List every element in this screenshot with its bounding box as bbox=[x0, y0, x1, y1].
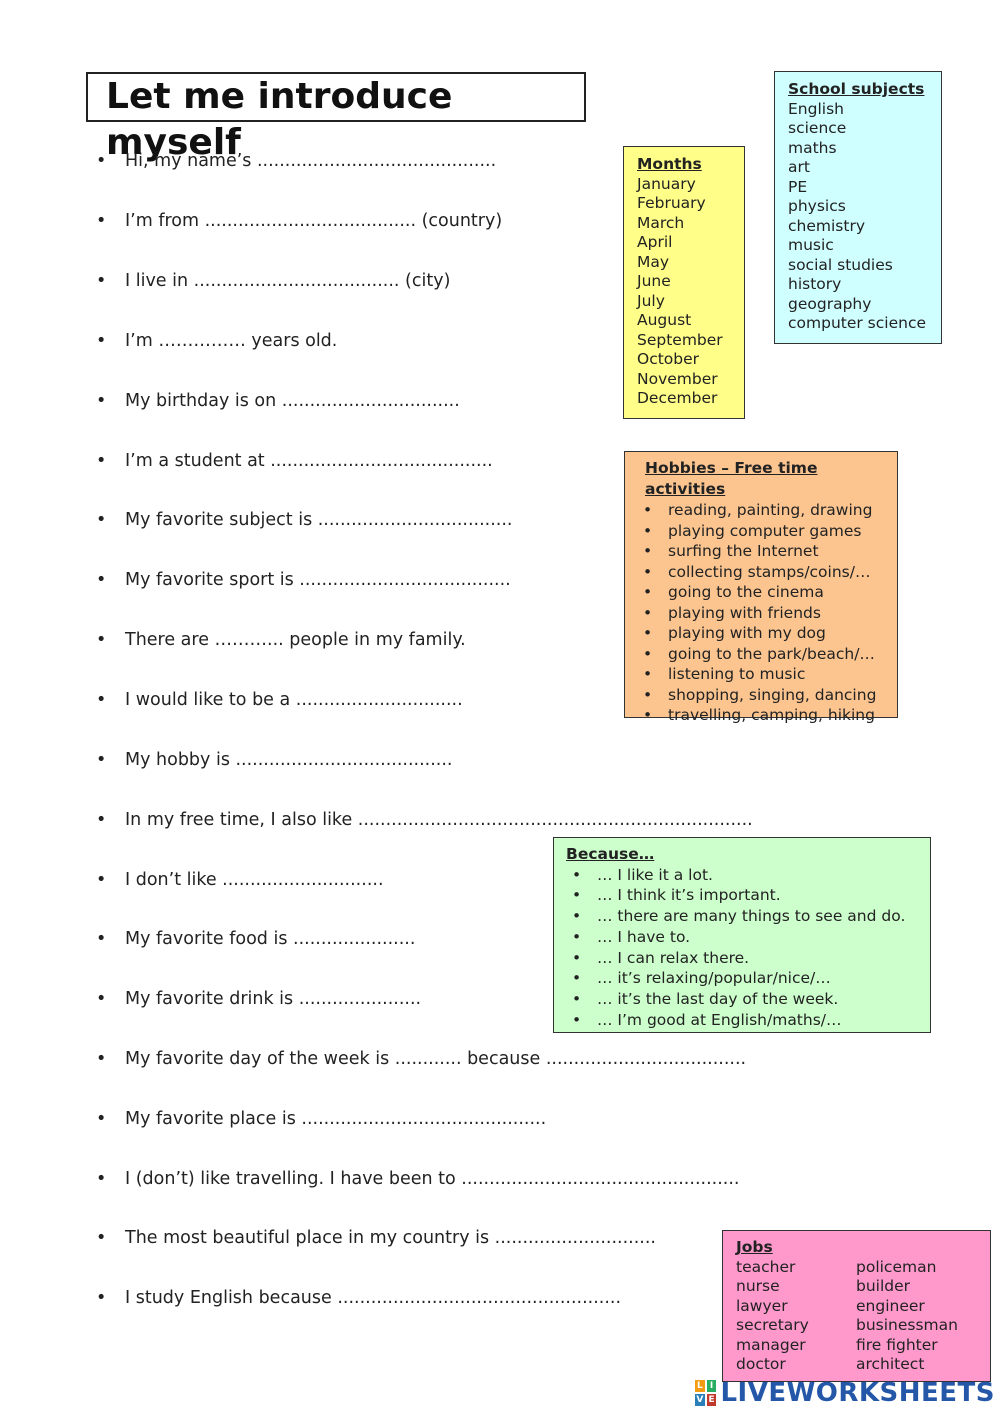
logo-letter: E bbox=[708, 1395, 715, 1405]
hobby-item: • shopping, singing, dancing bbox=[637, 685, 897, 706]
month-item: April bbox=[637, 233, 673, 251]
prompt-text: My hobby is ....................................... bbox=[125, 750, 453, 770]
prompt-text: My favorite day of the week is ............ because .................................... bbox=[125, 1049, 747, 1069]
because-item: • … it’s relaxing/popular/nice/… bbox=[566, 968, 930, 989]
subject-item: history bbox=[788, 275, 842, 293]
month-item: October bbox=[637, 350, 700, 368]
prompt-text: I (don’t) like travelling. I have been to .................................................. bbox=[125, 1169, 740, 1189]
prompt-text: The most beautiful place in my country is ............................. bbox=[125, 1228, 656, 1248]
prompt-text: I’m from ...................................... (country) bbox=[125, 211, 503, 231]
because-item: • … it’s the last day of the week. bbox=[566, 989, 930, 1010]
prompt-item: • I don’t like ............................. bbox=[96, 870, 384, 890]
months-box bbox=[623, 146, 745, 419]
logo-letter: L bbox=[696, 1381, 703, 1391]
prompt-text: My favorite drink is ...................... bbox=[125, 989, 422, 1009]
page-title: Let me introduce myself bbox=[86, 72, 586, 122]
logo-letter: I bbox=[707, 1380, 717, 1392]
prompt-item: • My favorite place is ............................................ bbox=[96, 1109, 547, 1129]
prompt-text: I’m …………… years old. bbox=[125, 331, 338, 351]
month-item: December bbox=[637, 389, 718, 407]
logo-text: LIVEWORKSHEETS bbox=[720, 1378, 995, 1408]
job-item: lawyer bbox=[736, 1296, 788, 1315]
subject-item: music bbox=[788, 236, 834, 254]
hobby-item: • surfing the Internet bbox=[637, 541, 897, 562]
because-item: • … there are many things to see and do. bbox=[566, 906, 930, 927]
prompt-item: • My favorite sport is ...................................... bbox=[96, 570, 511, 590]
subject-item: English bbox=[788, 99, 844, 118]
prompt-item: • I study English because ................................................... bbox=[96, 1288, 622, 1308]
hobby-item: • travelling, camping, hiking bbox=[637, 705, 897, 726]
prompt-item: • My favorite drink is ...................... bbox=[96, 989, 422, 1009]
job-item: fire fighter bbox=[856, 1335, 938, 1354]
prompt-item: • In my free time, I also like ....................................................................... bbox=[96, 810, 753, 830]
subjects-heading: School subjects bbox=[788, 80, 925, 98]
prompt-item: • My favorite subject is ................................... bbox=[96, 510, 513, 530]
job-item: teacher bbox=[736, 1257, 796, 1276]
hobby-item: • going to the cinema bbox=[637, 582, 897, 603]
subject-item: social studies bbox=[788, 255, 893, 274]
hobby-item: • going to the park/beach/… bbox=[637, 644, 897, 665]
hobby-item: • listening to music bbox=[637, 664, 897, 685]
month-item: November bbox=[637, 369, 718, 388]
hobby-item: • collecting stamps/coins/… bbox=[637, 562, 897, 583]
subject-item: art bbox=[788, 158, 810, 176]
subject-item: computer science bbox=[788, 314, 927, 332]
prompt-text: My favorite sport is ...................................... bbox=[125, 570, 511, 590]
prompt-item: • My favorite food is ...................... bbox=[96, 929, 416, 949]
job-item: nurse bbox=[736, 1277, 780, 1295]
hobbies-heading: Hobbies – Free time activities bbox=[645, 459, 818, 498]
logo-icon bbox=[695, 1380, 716, 1406]
subject-item: science bbox=[788, 119, 847, 137]
prompt-text: My favorite food is ...................... bbox=[125, 929, 416, 949]
prompt-item: • My favorite day of the week is ............ because .................................... bbox=[96, 1049, 747, 1069]
job-item: policeman bbox=[856, 1257, 937, 1276]
prompt-text: My favorite place is ............................................ bbox=[125, 1109, 547, 1129]
prompt-item: • I live in ..................................... (city) bbox=[96, 271, 451, 291]
month-item: February bbox=[637, 194, 706, 212]
job-item: secretary bbox=[736, 1316, 809, 1334]
jobs-column-2 bbox=[856, 1258, 958, 1375]
month-item: January bbox=[637, 174, 696, 193]
prompt-text: In my free time, I also like ....................................................................... bbox=[125, 810, 753, 830]
prompt-text: I live in ..................................... (city) bbox=[125, 271, 451, 291]
hobby-item: • playing with friends bbox=[637, 603, 897, 624]
job-item: builder bbox=[856, 1277, 911, 1295]
job-item: doctor bbox=[736, 1355, 786, 1373]
subject-item: maths bbox=[788, 138, 837, 157]
prompt-item: • The most beautiful place in my country is ............................. bbox=[96, 1228, 656, 1248]
prompt-item: • I’m …………… years old. bbox=[96, 331, 338, 351]
month-item: September bbox=[637, 330, 723, 349]
job-item: engineer bbox=[856, 1296, 925, 1315]
subject-item: geography bbox=[788, 294, 872, 313]
prompt-item: • I’m from ...................................... (country) bbox=[96, 211, 503, 231]
prompt-text: My favorite subject is ................................... bbox=[125, 510, 513, 530]
because-item: • … I like it a lot. bbox=[566, 865, 930, 886]
because-box bbox=[553, 837, 931, 1033]
hobby-item: • reading, painting, drawing bbox=[637, 500, 897, 521]
because-heading: Because… bbox=[566, 845, 655, 863]
prompt-text: There are ………... people in my family. bbox=[125, 630, 466, 650]
subject-item: PE bbox=[788, 177, 808, 196]
jobs-column-1 bbox=[736, 1258, 856, 1375]
school-subjects-box bbox=[774, 71, 942, 344]
months-heading: Months bbox=[637, 155, 702, 173]
because-item: • … I’m good at English/maths/… bbox=[566, 1010, 930, 1031]
month-item: June bbox=[637, 272, 671, 290]
jobs-heading: Jobs bbox=[736, 1238, 773, 1256]
because-item: • … I think it’s important. bbox=[566, 885, 930, 906]
logo-letter: V bbox=[696, 1395, 704, 1405]
prompt-text: I don’t like ............................. bbox=[125, 870, 384, 890]
prompt-item: • My hobby is ....................................... bbox=[96, 750, 453, 770]
hobby-item: • playing computer games bbox=[637, 521, 897, 542]
job-item: businessman bbox=[856, 1316, 958, 1334]
hobbies-box bbox=[624, 451, 898, 724]
prompt-text: I would like to be a .............................. bbox=[125, 690, 463, 710]
job-item: architect bbox=[856, 1355, 925, 1373]
jobs-box bbox=[722, 1230, 991, 1382]
prompt-item: • I would like to be a .............................. bbox=[96, 690, 463, 710]
job-item: manager bbox=[736, 1335, 806, 1354]
prompt-item: • My birthday is on ................................ bbox=[96, 391, 460, 411]
month-item: August bbox=[637, 311, 692, 329]
because-item: • … I have to. bbox=[566, 927, 930, 948]
liveworksheets-logo[interactable] bbox=[695, 1376, 995, 1410]
prompt-text: I’m a student at ........................................ bbox=[125, 451, 493, 471]
month-item: March bbox=[637, 213, 685, 232]
prompt-item: • I’m a student at ........................................ bbox=[96, 451, 493, 471]
prompt-text: Hi, my name’s ........................................... bbox=[125, 151, 497, 171]
because-item: • … I can relax there. bbox=[566, 948, 930, 969]
month-item: May bbox=[637, 252, 670, 271]
subject-item: chemistry bbox=[788, 216, 865, 235]
subject-item: physics bbox=[788, 197, 846, 215]
prompt-text: I study English because ................................................... bbox=[125, 1288, 622, 1308]
prompt-item: • I (don’t) like travelling. I have been to .................................................. bbox=[96, 1169, 740, 1189]
prompt-item: • There are ………... people in my family. bbox=[96, 630, 466, 650]
prompt-text: My birthday is on ................................ bbox=[125, 391, 460, 411]
month-item: July bbox=[637, 291, 665, 310]
hobby-item: • playing with my dog bbox=[637, 623, 897, 644]
prompt-item: • Hi, my name’s ........................................... bbox=[96, 151, 497, 171]
